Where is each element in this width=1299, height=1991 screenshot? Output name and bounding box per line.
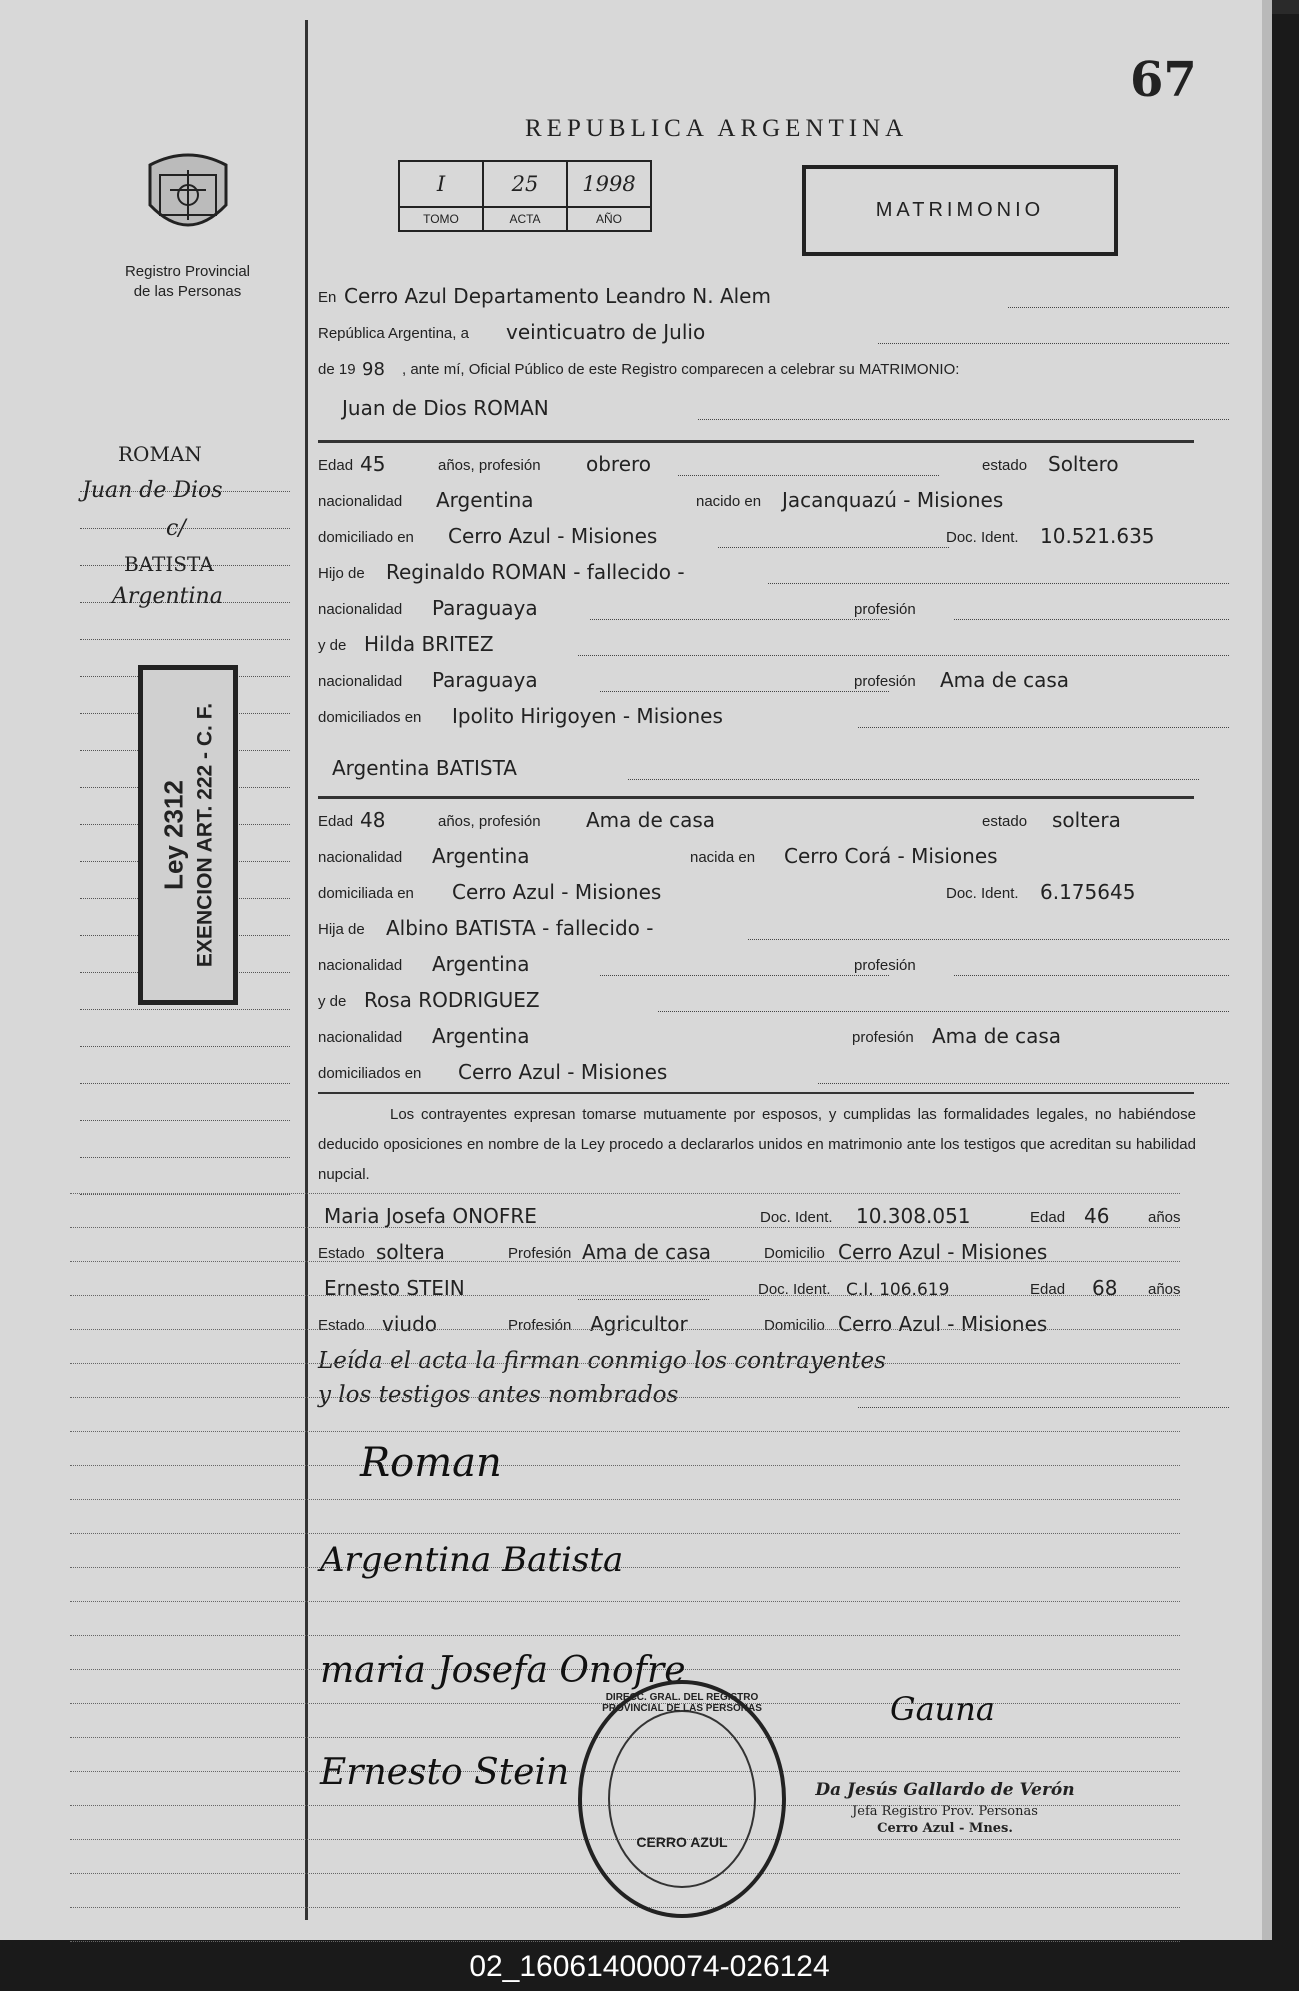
label-edad: Edad	[1030, 1281, 1066, 1298]
label-profesion: profesión	[852, 1029, 914, 1046]
bride-age: 48	[360, 808, 386, 832]
ano-label: AÑO	[567, 207, 651, 231]
bride-domicile: Cerro Azul - Misiones	[452, 880, 662, 904]
groom-doc: 10.521.635	[1040, 524, 1155, 548]
bride-father-nationality: Argentina	[432, 952, 530, 976]
bride-doc: 6.175645	[1040, 880, 1136, 904]
witness2-profession: Agricultor	[590, 1312, 688, 1336]
groom-age: 45	[360, 452, 386, 476]
witness2-domicile: Cerro Azul - Misiones	[838, 1312, 1048, 1336]
page-number: 67	[1130, 52, 1197, 108]
groom-father-row	[318, 556, 1229, 590]
witness1-name: Maria Josefa ONOFRE	[324, 1204, 537, 1228]
witness2-age: 68	[1092, 1276, 1118, 1300]
witness2-name: Ernesto STEIN	[324, 1276, 465, 1300]
official-signature: Gauna	[890, 1690, 995, 1728]
margin-name-groom: Juan de Dios	[82, 478, 223, 503]
bride-profession: Ama de casa	[586, 808, 716, 832]
groom-mother-row	[318, 628, 1229, 662]
bride-signature: Argentina Batista	[320, 1540, 624, 1580]
bride-age-row	[318, 804, 1229, 838]
label-estado: Estado	[318, 1317, 365, 1334]
label-y-de: y de	[318, 993, 347, 1010]
ano-value: 1998	[567, 161, 651, 207]
sheet-edge	[1262, 0, 1272, 1940]
official-title: Jefa Registro Prov. Personas	[852, 1804, 1038, 1819]
country-title: REPUBLICA ARGENTINA	[525, 115, 909, 142]
official-place: Cerro Azul - Mnes.	[877, 1821, 1013, 1836]
witness1-civil-status: soltera	[376, 1240, 445, 1264]
label-profesion: profesión	[854, 957, 916, 974]
tomo-label: TOMO	[399, 207, 483, 231]
witness1-age: 46	[1084, 1204, 1110, 1228]
label-edad: Edad	[318, 813, 354, 830]
witness1-doc: 10.308.051	[856, 1204, 971, 1228]
label-estado: estado	[982, 457, 1028, 474]
label-nacida: nacida en	[690, 849, 756, 866]
label-nacionalidad: nacionalidad	[318, 673, 403, 690]
label-domicilio: Domicilio	[764, 1317, 825, 1334]
bride-parents-domicile-row	[318, 1056, 1229, 1090]
intro-date: veinticuatro de Julio	[506, 320, 706, 344]
record-reference-table	[398, 160, 652, 232]
exemption-article: EXENCION ART. 222 - C. F.	[193, 702, 217, 968]
closing-line2: y los testigos antes nombrados	[318, 1382, 679, 1408]
groom-parents-domicile-row	[318, 700, 1229, 734]
groom-domicile-row	[318, 520, 1229, 554]
label-doc: Doc. Ident.	[760, 1209, 833, 1226]
groom-age-row	[318, 448, 1229, 482]
label-edad: Edad	[1030, 1209, 1066, 1226]
groom-separator	[318, 440, 1194, 443]
label-anos: años	[1148, 1281, 1181, 1298]
witness1-domicile: Cerro Azul - Misiones	[838, 1240, 1048, 1264]
groom-nationality-row	[318, 484, 1229, 518]
act-type-box	[802, 165, 1118, 256]
witness2-signature: Ernesto Stein	[320, 1752, 570, 1793]
groom-mother-nat-row	[318, 664, 1229, 698]
label-estado: Estado	[318, 1245, 365, 1262]
bride-nationality-row	[318, 840, 1229, 874]
label-anos-profesion: años, profesión	[438, 457, 541, 474]
bride-civil-status: soltera	[1052, 808, 1121, 832]
registry-label-line1: Registro Provincial	[124, 263, 251, 280]
official-block	[800, 1780, 1090, 1836]
label-domicilio: Domicilio	[764, 1245, 825, 1262]
bride-parents-domicile: Cerro Azul - Misiones	[458, 1060, 668, 1084]
groom-civil-status: Soltero	[1048, 452, 1119, 476]
witness2-doc: C.I. 106.619	[846, 1280, 950, 1300]
label-edad: Edad	[318, 457, 354, 474]
margin-surname-bride: BATISTA	[124, 552, 214, 576]
label-profesion: Profesión	[508, 1245, 572, 1262]
bride-mother-profession: Ama de casa	[932, 1024, 1062, 1048]
registry-label	[100, 262, 275, 302]
bride-separator	[318, 796, 1194, 799]
bride-nationality: Argentina	[432, 844, 530, 868]
label-en: En	[318, 289, 337, 306]
groom-birthplace: Jacanquazú - Misiones	[782, 488, 1004, 512]
exemption-stamp	[138, 665, 238, 1005]
tomo-value: I	[399, 161, 483, 207]
groom-mother-nationality: Paraguaya	[432, 668, 538, 692]
acta-label: ACTA	[483, 207, 567, 231]
label-nacido: nacido en	[696, 493, 762, 510]
label-nacionalidad: nacionalidad	[318, 849, 403, 866]
witness1-profession: Ama de casa	[582, 1240, 712, 1264]
label-doc: Doc. Ident.	[946, 529, 1019, 546]
act-type: MATRIMONIO	[875, 199, 1045, 221]
stamp-ring-text: DIRECC. GRAL. DEL REGISTRO PROVINCIAL DE LAS PERSONAS	[602, 1692, 762, 1714]
label-y-de: y de	[318, 637, 347, 654]
bride-birthplace: Cerro Corá - Misiones	[784, 844, 998, 868]
intro-place: Cerro Azul Departamento Leandro N. Alem	[344, 284, 771, 308]
province-seal-icon	[140, 145, 236, 245]
margin-name-bride: Argentina	[112, 584, 223, 609]
groom-father-nat-row	[318, 592, 1229, 626]
groom-mother-profession: Ama de casa	[940, 668, 1070, 692]
label-doc: Doc. Ident.	[946, 885, 1019, 902]
label-hijo: Hijo de	[318, 565, 365, 582]
bride-mother-row	[318, 984, 1229, 1018]
intro-place-row	[318, 280, 1229, 314]
witness1-signature: maria Josefa Onofre	[320, 1650, 686, 1691]
bride-mother-nationality: Argentina	[432, 1024, 530, 1048]
label-hija: Hija de	[318, 921, 365, 938]
groom-signature: Roman	[360, 1440, 502, 1486]
label-domiciliado: domiciliado en	[318, 529, 414, 546]
margin-connector: c/	[166, 516, 186, 541]
bride-name-row	[318, 752, 1229, 786]
groom-domicile: Cerro Azul - Misiones	[448, 524, 658, 548]
exemption-law: Ley 2312	[158, 780, 189, 890]
intro-year: 98	[362, 359, 385, 380]
label-domiciliados: domiciliados en	[318, 1065, 422, 1082]
registry-label-line2: de las Personas	[133, 283, 242, 300]
groom-full-name: Juan de Dios ROMAN	[342, 396, 549, 420]
label-nacionalidad: nacionalidad	[318, 493, 403, 510]
label-doc: Doc. Ident.	[758, 1281, 831, 1298]
bride-mother-nat-row	[318, 1020, 1229, 1054]
groom-parents-domicile: Ipolito Hirigoyen - Misiones	[452, 704, 723, 728]
label-republica: República Argentina, a	[318, 325, 469, 342]
label-domiciliada: domiciliada en	[318, 885, 414, 902]
intro-year-row	[318, 352, 1229, 386]
label-domiciliados: domiciliados en	[318, 709, 422, 726]
label-profesion: Profesión	[508, 1317, 572, 1334]
label-profesion: profesión	[854, 673, 916, 690]
groom-nationality: Argentina	[436, 488, 534, 512]
margin-surname-groom: ROMAN	[118, 442, 202, 466]
label-nacionalidad: nacionalidad	[318, 957, 403, 974]
acta-value: 25	[483, 161, 567, 207]
bride-father-row	[318, 912, 1229, 946]
label-nacionalidad: nacionalidad	[318, 601, 403, 618]
official-round-stamp	[578, 1680, 786, 1918]
groom-profession: obrero	[586, 452, 652, 476]
declaration-separator	[318, 1092, 1194, 1094]
bride-mother: Rosa RODRIGUEZ	[364, 988, 540, 1012]
groom-father-nationality: Paraguaya	[432, 596, 538, 620]
bride-domicile-row	[318, 876, 1229, 910]
closing-line1: Leída el acta la firman conmigo los contrayentes	[318, 1348, 886, 1374]
groom-mother: Hilda BRITEZ	[364, 632, 494, 656]
label-year: de 19	[318, 361, 356, 378]
groom-name-row	[318, 392, 1229, 426]
intro-statement: , ante mí, Oficial Público de este Registro comparecen a celebrar su MATRIMONIO:	[402, 361, 960, 378]
label-profesion: profesión	[854, 601, 916, 618]
label-anos: años	[1148, 1209, 1181, 1226]
stamp-center-text: CERRO AZUL	[636, 1834, 728, 1850]
label-anos-profesion: años, profesión	[438, 813, 541, 830]
bride-father: Albino BATISTA - fallecido -	[386, 916, 654, 940]
groom-father: Reginaldo ROMAN - fallecido -	[386, 560, 685, 584]
declaration-text: Los contrayentes expresan tomarse mutuamente por esposos, y cumplidas las formalidades legales, no habiéndose deducido oposiciones en nombre de la Ley procedo a declararlos unidos en matrimonio ante los testigos que acreditan su habilidad nupcial.	[318, 1106, 1196, 1183]
bride-full-name: Argentina BATISTA	[332, 756, 517, 780]
scan-file-id: 02_160614000074-026124	[0, 1943, 1299, 1991]
label-estado: estado	[982, 813, 1028, 830]
intro-date-row	[318, 316, 1229, 350]
witness2-civil-status: viudo	[382, 1312, 437, 1336]
bride-father-nat-row	[318, 948, 1229, 982]
label-nacionalidad: nacionalidad	[318, 1029, 403, 1046]
official-name: Da Jesús Gallardo de Verón	[815, 1780, 1075, 1800]
